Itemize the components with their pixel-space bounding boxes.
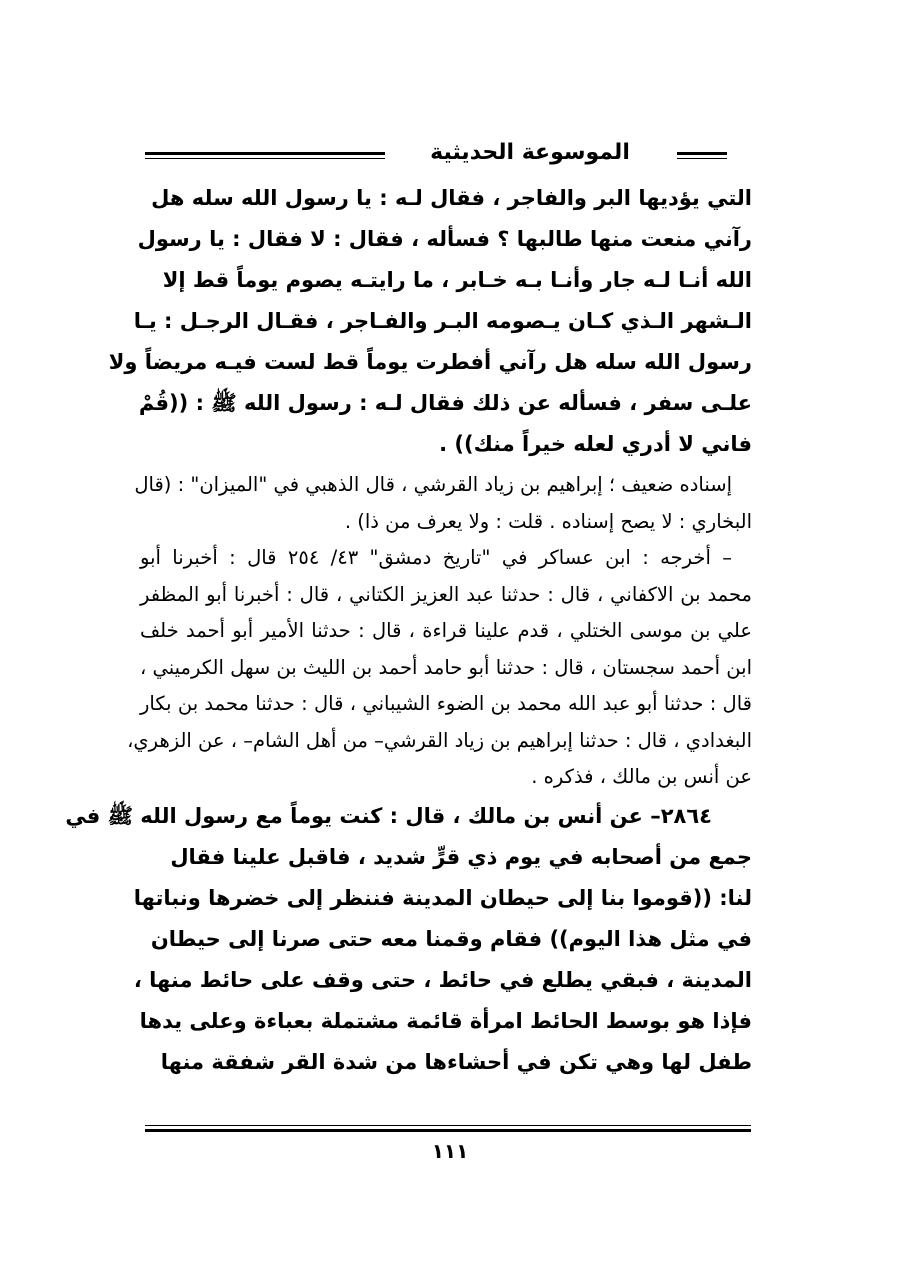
takhrij-paragraph xyxy=(127,540,752,796)
footer-rule xyxy=(145,1125,751,1132)
text-line: في مثل هذا اليوم)) فقام وقمنا معه حتى صرنا إلى حيطان xyxy=(150,926,752,951)
text-line: المدينة ، فبقي يطلع في حائط ، حتى وقف على حائط منها ، xyxy=(133,967,752,992)
page-header xyxy=(145,138,753,170)
text-line: محمد بن الاكفاني ، قال : حدثنا عبد العزيز الكتاني ، قال : أخبرنا أبو المظفر xyxy=(140,582,752,606)
text-line: طفل لها وهي تكن في أحشاءها من شدة القر شفقة منها xyxy=(160,1049,752,1074)
header-rule-right xyxy=(677,152,727,159)
text-line: البخاري : لا يصح إسناده . قلت : ولا يعرف من ذا) . xyxy=(344,509,752,533)
text-line: قال : حدثنا أبو عبد الله محمد بن الضوء الشيباني ، قال : حدثنا محمد بن بكار xyxy=(140,692,752,715)
hadith-2864 xyxy=(65,796,752,1083)
text-line: ابن أحمد سجستان ، قال : حدثنا أبو حامد أحمد بن الليث بن سهل الكرميني ، xyxy=(140,655,752,679)
text-line: عن أنس بن مالك ، فذكره . xyxy=(531,765,752,788)
text-line: التي يؤديها البر والفاجر ، فقال لـه : يا رسول الله سله هل xyxy=(151,186,752,210)
hadith-text-continued xyxy=(108,178,752,465)
text-line: الله أنـا لـه جار وأنـا بـه خـابر ، ما رايتـه يصوم يوماً قط إلا xyxy=(162,268,752,292)
isnad-grading xyxy=(134,467,752,540)
text-line: رآني منعت منها طالبها ؟ فسأله ، فقال : لا فقال : يا رسول xyxy=(137,227,752,251)
text-line: ٢٨٦٤– عن أنس بن مالك ، قال : كنت يوماً مع رسول الله ﷺ في xyxy=(65,803,712,828)
text-line: رسول الله سله هل رآني أفطرت يوماً قط لست فيـه مريضاً ولا xyxy=(108,350,752,374)
header-rule-left xyxy=(145,152,385,159)
text-line: علـى سفر ، فسأله عن ذلك فقال لـه : رسول الله ﷺ : ((قُمْ xyxy=(138,391,752,415)
text-line: علي بن موسى الختلي ، قدم علينا قراءة ، قال : حدثنا الأمير أبو أحمد خلف xyxy=(140,619,752,642)
text-line: البغدادي ، قال : حدثنا إبراهيم بن زياد القرشي– من أهل الشام– ، عن الزهري، xyxy=(127,728,752,752)
text-line: جمع من أصحابه في يوم ذي قرٍّ شديد ، فاقبل علينا فقال xyxy=(170,844,752,869)
text-line: لنا: ((قوموا بنا إلى حيطان المدينة فننظر إلى خضرها ونباتها xyxy=(133,885,752,910)
text-line: الـشهر الـذي كـان يـصومه البـر والفـاجر ، فقـال الرجـل : يـا xyxy=(133,309,752,333)
text-line: – أخرجه : ابن عساكر في "تاريخ دمشق" ٤٣/ ٢٥٤ قال : أخبرنا أبو xyxy=(140,546,732,569)
text-line: فإذا هو بوسط الحائط امرأة قائمة مشتملة بعباءة وعلى يدها xyxy=(139,1008,752,1033)
text-line: فاني لا أدري لعله خيراً منك)) . xyxy=(439,432,752,456)
page-number: ١١١ xyxy=(431,1139,469,1163)
page-body xyxy=(65,178,752,1083)
page-title: الموسوعة الحديثية xyxy=(430,140,630,165)
text-line: إسناده ضعيف ؛ إبراهيم بن زياد القرشي ، قال الذهبي في "الميزان" : (قال xyxy=(134,473,732,496)
